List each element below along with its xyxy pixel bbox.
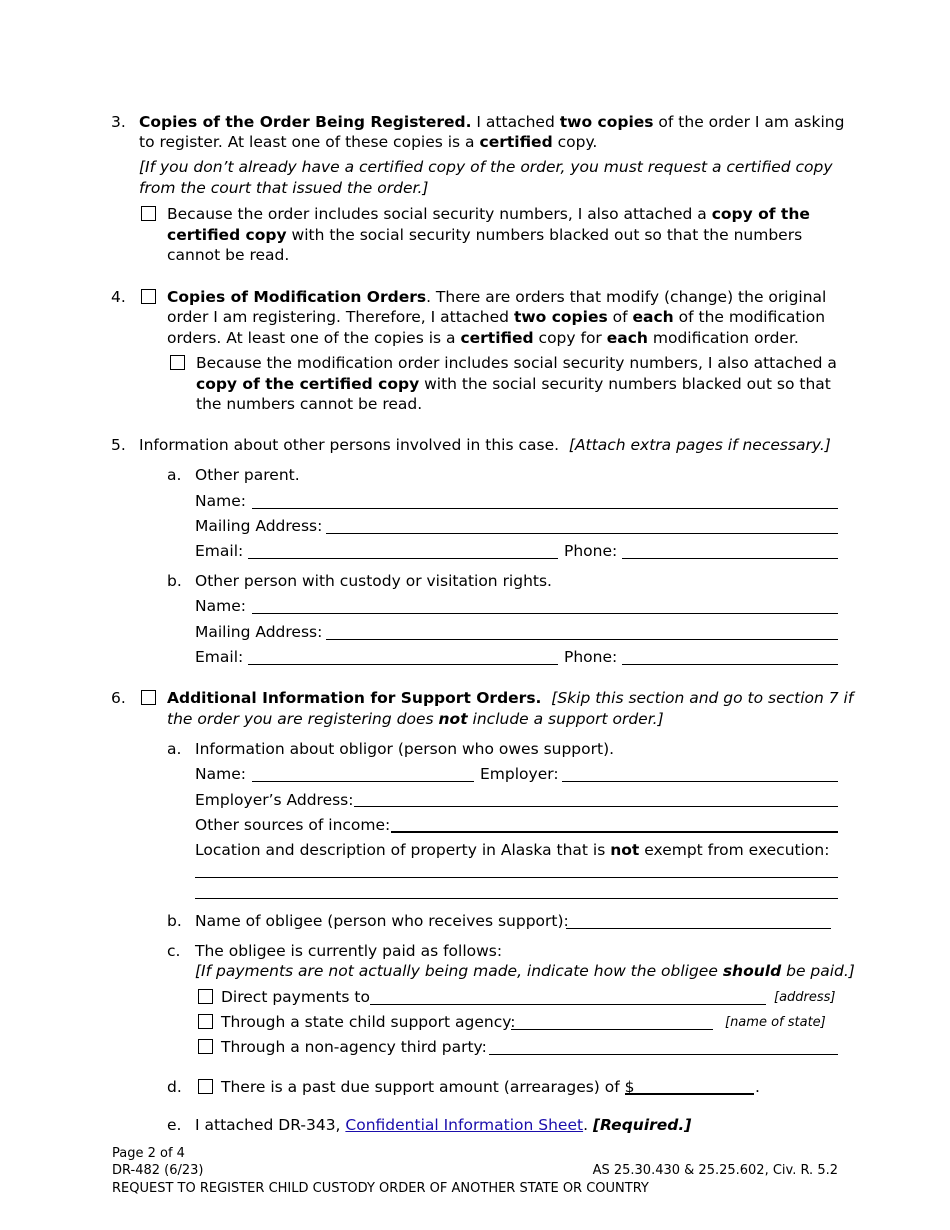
s4-text: of — [607, 308, 633, 326]
s6-note: the order you are registering does — [167, 710, 439, 728]
other-parent-mailing-field[interactable] — [326, 533, 838, 534]
s4-text: . There are orders that modify (change) the original — [426, 288, 827, 306]
property-location-field-1[interactable] — [195, 877, 838, 878]
s4-bold: copy of the certified copy — [196, 375, 420, 393]
arrearages-label: There is a past due support amount (arrearages) of $ — [221, 1078, 635, 1096]
obligee-name-label: Name of obligee (person who receives support): — [195, 912, 569, 930]
s4-bold: each — [632, 308, 674, 326]
s6-note: [If payments are not actually being made, indicate how the obligee — [195, 962, 723, 980]
s6-note: include a support order.] — [467, 710, 664, 728]
s5-text: Information about other persons involved in this case. — [139, 436, 560, 454]
state-agency-hint: [name of state] — [725, 1015, 826, 1030]
s6-note: [Skip this section and go to section 7 if — [551, 689, 854, 707]
s3-text: to register. At least one of these copies is a — [139, 133, 480, 151]
section-5b-title: Other person with custody or visitation rights. — [195, 572, 552, 590]
section-6a-title: Information about obligor (person who owes support). — [195, 740, 615, 758]
third-party-label: Through a non-agency third party: — [221, 1038, 487, 1056]
section-6e-letter: e. — [167, 1116, 182, 1134]
section-6a-letter: a. — [167, 740, 182, 758]
s3-bold: copy of the — [711, 205, 810, 223]
other-parent-email-field[interactable] — [248, 558, 558, 559]
section-6c-title: The obligee is currently paid as follows: — [195, 942, 503, 960]
custodian-email-field[interactable] — [248, 664, 558, 665]
footer-form-title: REQUEST TO REGISTER CHILD CUSTODY ORDER OF ANOTHER STATE OR COUNTRY — [112, 1181, 649, 1196]
other-income-label: Other sources of income: — [195, 816, 391, 834]
other-parent-phone-label: Phone: — [564, 542, 618, 560]
section-6-number: 6. — [111, 689, 126, 707]
s6-text: . — [583, 1116, 593, 1134]
section-3-cb-line-1 — [167, 204, 810, 224]
s6-note: be paid.] — [781, 962, 855, 980]
s4-text: with the social security numbers blacked out so that — [419, 375, 831, 393]
s6-text: I attached DR-343, — [195, 1116, 346, 1134]
arrearages-checkbox[interactable] — [198, 1079, 213, 1094]
section-6-support-checkbox[interactable] — [141, 690, 156, 705]
custodian-name-field[interactable] — [252, 613, 838, 614]
s4-text: copy for — [533, 329, 607, 347]
other-parent-name-field[interactable] — [252, 508, 838, 509]
section-6b-letter: b. — [167, 912, 182, 930]
custodian-mailing-label: Mailing Address: — [195, 623, 323, 641]
section-6e-line — [195, 1115, 691, 1135]
property-location-label — [195, 840, 829, 860]
section-4-redacted-checkbox[interactable] — [170, 355, 185, 370]
other-parent-name-label: Name: — [195, 492, 246, 510]
s3-text: copy. — [552, 133, 598, 151]
s5-note: [Attach extra pages if necessary.] — [568, 436, 831, 454]
direct-payments-label: Direct payments to — [221, 988, 370, 1006]
s4-text: order I am registering. Therefore, I attached — [167, 308, 514, 326]
section-5a-title: Other parent. — [195, 466, 300, 484]
s3-bold: certified copy — [167, 226, 287, 244]
arrearages-amount-field[interactable] — [625, 1093, 754, 1095]
s4-bold: each — [606, 329, 648, 347]
s6-text: exempt from execution: — [639, 841, 830, 859]
s4-text: modification order. — [647, 329, 799, 347]
section-6-line-2 — [167, 709, 664, 729]
other-parent-email-label: Email: — [195, 542, 244, 560]
custodian-email-label: Email: — [195, 648, 244, 666]
state-agency-label: Through a state child support agency: — [221, 1013, 516, 1031]
state-agency-checkbox[interactable] — [198, 1014, 213, 1029]
section-6-line-1 — [167, 688, 853, 708]
section-4-line-1 — [167, 287, 826, 307]
arrearages-period: . — [755, 1078, 760, 1096]
s6-note-bold: not — [438, 710, 468, 728]
third-party-checkbox[interactable] — [198, 1039, 213, 1054]
section-3-redacted-checkbox[interactable] — [141, 206, 156, 221]
s4-text: of the modification — [673, 308, 826, 326]
custodian-phone-field[interactable] — [622, 664, 838, 665]
other-parent-phone-field[interactable] — [622, 558, 838, 559]
s3-bold: certified — [479, 133, 553, 151]
section-3-note-1: [If you don’t already have a certified copy of the order, you must request a certified copy — [139, 158, 833, 176]
s3-text: of the order I am asking — [653, 113, 845, 131]
section-3-title: Copies of the Order Being Registered. — [139, 113, 472, 131]
footer-form-number: DR-482 (6/23) — [112, 1163, 204, 1178]
third-party-field[interactable] — [489, 1054, 838, 1055]
other-income-field[interactable] — [391, 831, 838, 833]
custodian-phone-label: Phone: — [564, 648, 618, 666]
section-6c-letter: c. — [167, 942, 181, 960]
state-agency-field[interactable] — [511, 1029, 713, 1030]
direct-payments-address-field[interactable] — [370, 1004, 766, 1005]
section-3-number: 3. — [111, 113, 126, 131]
s6-text: Location and description of property in Alaska that is — [195, 841, 611, 859]
section-3-cb-line-2 — [167, 225, 802, 245]
section-3-line-1 — [139, 112, 844, 132]
employer-address-label: Employer’s Address: — [195, 791, 354, 809]
section-6c-note — [195, 961, 855, 981]
section-6d-letter: d. — [167, 1078, 182, 1096]
section-4-modification-checkbox[interactable] — [141, 289, 156, 304]
section-4-cb-line-1: Because the modification order includes social security numbers, I also attached a — [196, 354, 837, 372]
property-location-field-2[interactable] — [195, 898, 838, 899]
s4-text: orders. At least one of the copies is a — [167, 329, 461, 347]
direct-payments-hint: [address] — [774, 990, 836, 1005]
s4-bold: two copies — [513, 308, 608, 326]
section-4-cb-line-2 — [196, 374, 831, 394]
confidential-info-sheet-link[interactable]: Confidential Information Sheet — [345, 1116, 584, 1134]
s4-bold: certified — [460, 329, 534, 347]
section-4-line-2 — [167, 307, 825, 327]
s3-bold: two copies — [559, 113, 654, 131]
section-4-title: Copies of Modification Orders — [167, 288, 427, 306]
section-4-number: 4. — [111, 288, 126, 306]
required-note: [Required.] — [592, 1116, 692, 1134]
section-5-heading — [139, 435, 831, 455]
obligee-name-field[interactable] — [566, 928, 831, 929]
obligor-name-label: Name: — [195, 765, 246, 783]
section-3-cb-line-3: cannot be read. — [167, 246, 290, 264]
employer-address-field[interactable] — [354, 806, 838, 807]
section-6-title: Additional Information for Support Orders. — [167, 689, 542, 707]
obligor-employer-field[interactable] — [562, 781, 838, 782]
s3-text: I attached — [471, 113, 560, 131]
section-5a-letter: a. — [167, 466, 182, 484]
section-4-cb-line-3: the numbers cannot be read. — [196, 395, 423, 413]
s6-note-bold: should — [722, 962, 782, 980]
section-4-line-3 — [167, 328, 799, 348]
custodian-name-label: Name: — [195, 597, 246, 615]
s6-bold: not — [610, 841, 640, 859]
obligor-name-field[interactable] — [252, 781, 474, 782]
footer-rule-citation: AS 25.30.430 & 25.25.602, Civ. R. 5.2 — [592, 1163, 838, 1178]
custodian-mailing-field[interactable] — [326, 639, 838, 640]
section-3-note-2: from the court that issued the order.] — [139, 179, 429, 197]
section-5-number: 5. — [111, 436, 126, 454]
obligor-employer-label: Employer: — [480, 765, 559, 783]
footer-page-number: Page 2 of 4 — [112, 1146, 185, 1161]
section-3-line-2 — [139, 132, 597, 152]
other-parent-mailing-label: Mailing Address: — [195, 517, 323, 535]
s3-text: Because the order includes social security numbers, I also attached a — [167, 205, 712, 223]
section-5b-letter: b. — [167, 572, 182, 590]
direct-payments-checkbox[interactable] — [198, 989, 213, 1004]
s3-text: with the social security numbers blacked out so that the numbers — [286, 226, 803, 244]
